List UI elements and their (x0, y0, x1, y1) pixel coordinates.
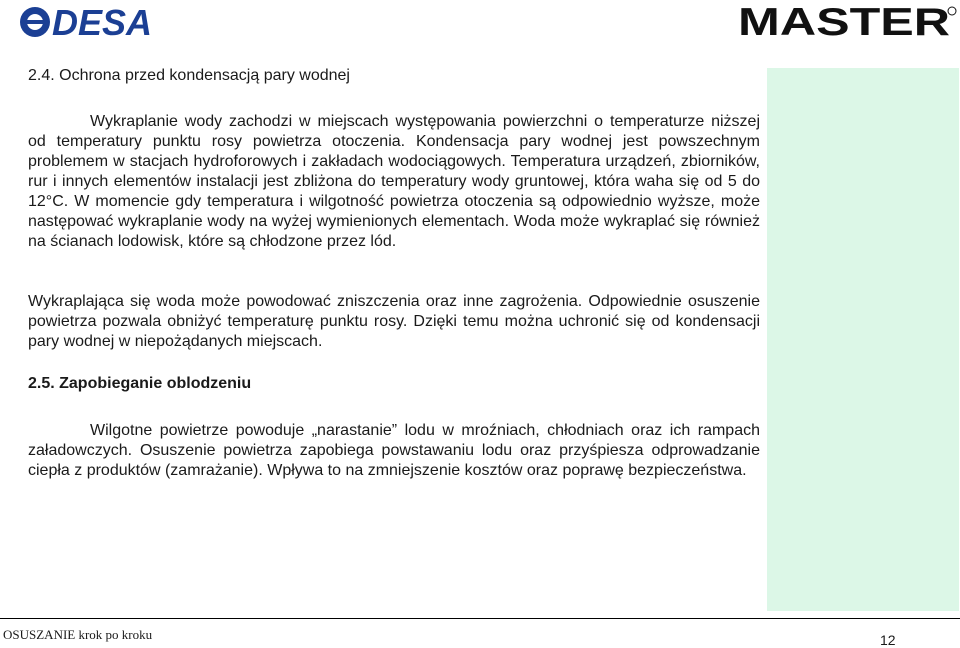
section-title-condensation: 2.4. Ochrona przed kondensacją pary wodnej (28, 67, 350, 84)
paragraph-condensation-1: Wykraplanie wody zachodzi w miejscach występowania powierzchni o temperaturze niższej od temperatury punktu rosy powietrza otoczenia. Kondensacja pary wodnej jest powszechnym problemem w stacjach hydroforowych i zakładach wodociągowych. Temperatura urządzeń, zbiorników, rur i innych elementów instalacji jest zbliżona do temperatury wody gruntowej, która waha się od 5 do 12°C. W momencie gdy temperatura i wilgotność powietrza otoczenia są odpowiednio wyższe, może następować wykraplanie wody na wyżej wymienionych elementach. Woda może wykraplać się również na ścianach lodowisk, które są chłodzone przez lód. (28, 113, 760, 250)
footer-divider (0, 618, 960, 619)
desa-logo (18, 5, 206, 39)
page-number: 12 (880, 632, 896, 648)
side-panel (767, 68, 959, 611)
section-title-icing: 2.5. Zapobieganie oblodzeniu (28, 375, 252, 392)
master-logo (738, 3, 958, 39)
paragraph-condensation-2: Wykraplająca się woda może powodować zniszczenia oraz inne zagrożenia. Odpowiednie osuszenie powietrza pozwala obniżyć temperaturę punktu rosy. Dzięki temu można uchronić się od kondensacji pary wodnej w niepożądanych miejscach. (28, 293, 760, 350)
footer-title: OSUSZANIE krok po kroku (3, 627, 153, 642)
master-logo-text: MASTER (738, 3, 950, 39)
desa-logo-text: DESA (52, 5, 153, 39)
paragraph-icing: Wilgotne powietrze powoduje „narastanie” lodu w mroźniach, chłodniach oraz ich rampach załadowczych. Osuszenie powietrza zapobiega powstawaniu lodu oraz przyśpiesza odprowadzanie ciepła z produktów (zamrażanie). Wpływa to na zmniejszenie kosztów oraz poprawę bezpieczeństwa. (28, 422, 760, 479)
